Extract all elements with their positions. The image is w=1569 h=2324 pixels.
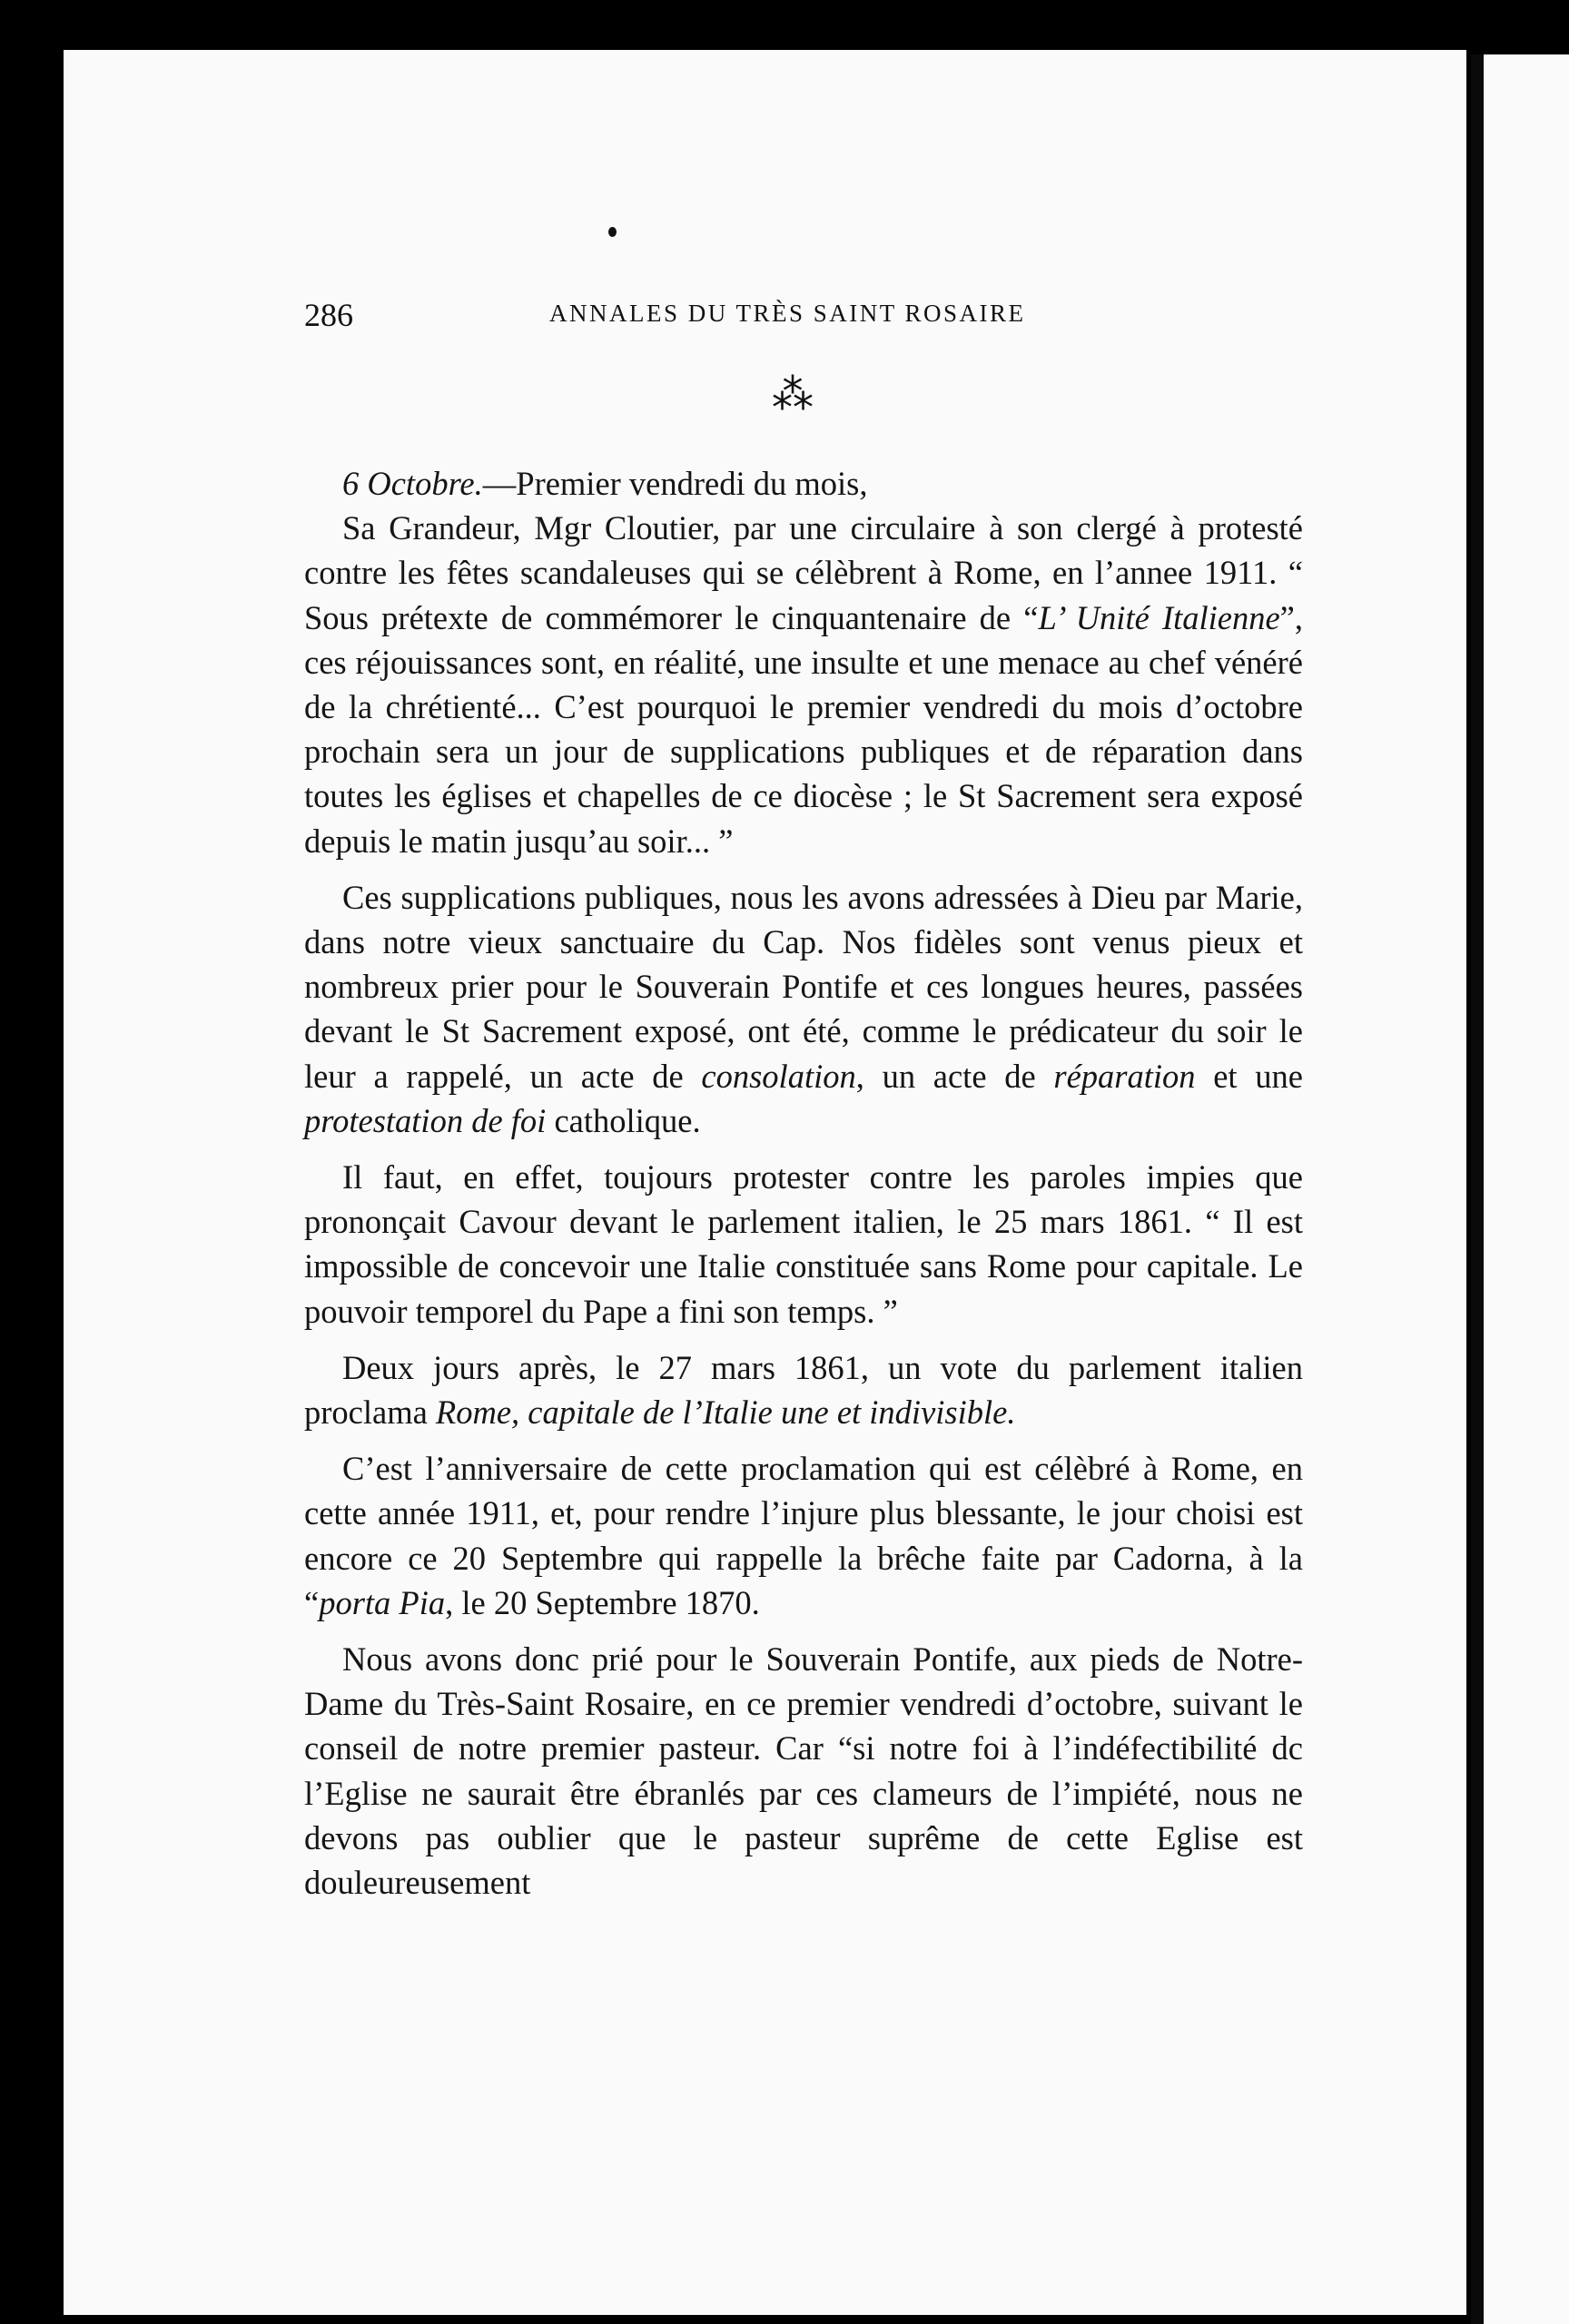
paragraph-vote: Deux jours après, le 27 mars 1861, un vote du parlement italien proclama Rome, capitale de l’Italie une et indivisible. [304,1348,1303,1432]
running-title: ANNALES DU TRÈS SAINT ROSAIRE [549,300,1026,327]
paragraph-anniversary: C’est l’anniversaire de cette proclamation qui est célèbré à Rome, en cette année 1911, et, pour rendre l’injure plus blessante, le jour choisi est encore ce 20 Septembre qui rappelle la brêche faite par Cadorna, à la “porta Pia, le 20 Septembre 1870. [304,1450,1303,1621]
paragraph-circular: Sa Grandeur, Mgr Cloutier, par une circulaire à son clergé à protesté contre les fêtes scandaleuses qui se célèbrent à Rome, en l’annee 1911. “ Sous prétexte de commémorer le cinquantenaire de “L’ Unité Italienne”, ces réjouissances sont, en réalité, une insulte et une menace au chef vénéré de la chrétienté... C’est pourquoi le premier vendredi du mois d’octobre prochain sera un jour de supplications publiques et de réparation dans toutes les églises et chapelles de ce diocèse ; le St Sacrement sera exposé depuis le matin jusqu’au soir... ” [304,509,1303,860]
italic-title: L’ Unité Italienne [1038,598,1280,636]
ink-speck [608,227,617,237]
body-text [304,461,1303,1905]
paragraph-prayer: Nous avons donc prié pour le Souverain Pontife, aux pieds de Notre-Dame du Très-Saint Rosaire, en ce premier vendredi d’octobre, suivant le conseil de notre premier pasteur. Car “si notre foi à l’indéfectibilité dc l’Eglise ne saurait être ébranlés par ces clameurs de l’impiété, nous ne devons pas oublier que le pasteur suprême de cette Eglise est douleureusement [304,1640,1303,1902]
date-label: 6 Octobre. [342,465,483,502]
asterism-divider: ⁂ [772,371,814,418]
paragraph-date: 6 Octobre.—Premier vendredi du mois, [342,465,868,502]
page-number: 286 [304,297,353,333]
paragraph-supplications: Ces supplications publiques, nous les avons adressées à Dieu par Marie, dans notre vieux sanctuaire du Cap. Nos fidèles sont venus pieux et nombreux prier pour le Souverain Pontife et ces longues heures, passées devant le St Sacrement exposé, ont été, comme le prédicateur du soir le leur a rappelé, un acte de consolation, un acte de réparation et une protestation de foi catholique. [304,878,1303,1139]
paragraph-cavour: Il faut, en effet, toujours protester contre les paroles impies que prononçait Cavour devant le parlement italien, le 25 mars 1861. “ Il est impossible de concevoir une Italie constituée sans Rome pour capitale. Le pouvoir temporel du Pape a fini son temps. ” [304,1158,1303,1330]
facing-page-edge [1471,54,1569,2324]
